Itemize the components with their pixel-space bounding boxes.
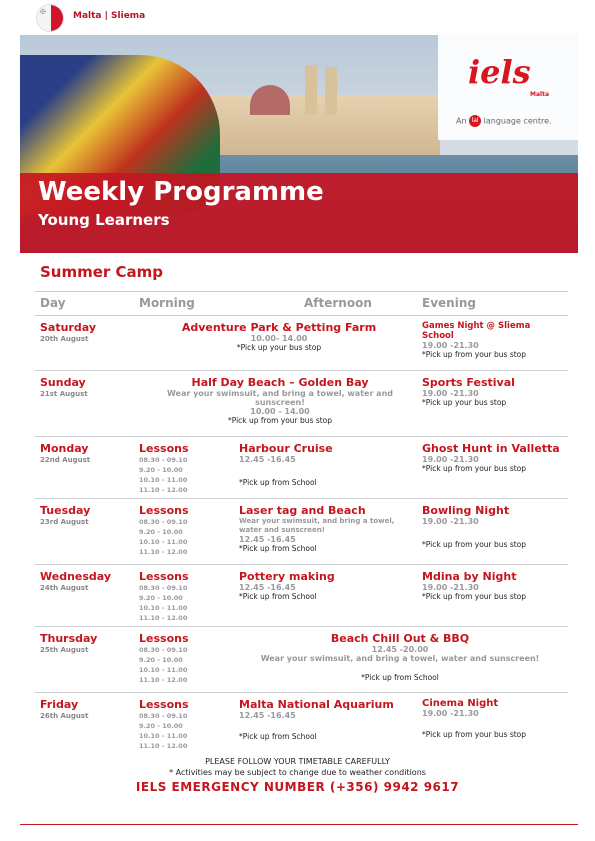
weather-notice: * Activities may be subject to change due to weather conditions bbox=[169, 768, 426, 777]
table-header bbox=[35, 291, 568, 316]
col-morning: Morning bbox=[139, 296, 195, 310]
table-row-sunday: Sunday 21st August Half Day Beach – Golden Bay Wear your swimsuit, and bring a towel, water and sunscreen! 10.00 - 14.00 *Pick up from your bus stop Sports Festival 19.00 -21.30 *Pick up your bus stop bbox=[35, 371, 568, 437]
emergency-number: IELS EMERGENCY NUMBER (+356) 9942 9617 bbox=[135, 780, 460, 794]
iels-logo: iels Malta An lal language centre. bbox=[438, 35, 578, 140]
malta-flag-icon: ✠ bbox=[36, 4, 64, 32]
bottom-divider bbox=[20, 824, 578, 825]
top-bar bbox=[0, 0, 595, 34]
col-evening: Evening bbox=[422, 296, 476, 310]
table-row-friday: Friday 26th August Lessons 08.30 - 09.10 9.20 - 10.00 10.10 - 11.00 11.10 - 12.00 Malta National Aquarium 12.45 -16.45 *Pick up from School Cinema Night 19.00 -21.30 *Pick up from your bus stop bbox=[40, 698, 527, 750]
table-row-saturday: Saturday 20th August Adventure Park & Petting Farm 10.00- 14.00 *Pick up your bus stop Games Night @ Sliema School 19.00 -21.30 *Pick up from your bus stop bbox=[35, 316, 568, 371]
col-day: Day bbox=[40, 296, 66, 310]
programme-table bbox=[35, 291, 568, 755]
banner-subtitle: Young Learners bbox=[38, 211, 170, 229]
banner-title: Weekly Programme bbox=[38, 177, 324, 207]
table-row-wednesday: Wednesday 24th August Lessons 08.30 - 09.10 9.20 - 10.00 10.10 - 11.00 11.10 - 12.00 Pottery making 12.45 -16.45 *Pick up from School Mdina by Night 19.00 -21.30 *Pick up from your bus stop bbox=[35, 565, 568, 627]
lal-badge-icon: lal bbox=[469, 115, 481, 127]
section-title: Summer Camp bbox=[40, 263, 164, 281]
table-row-tuesday: Tuesday 23rd August Lessons 08.30 - 09.10 9.20 - 10.00 10.10 - 11.00 11.10 - 12.00 Laser tag and Beach Wear your swimsuit, and bring a towel, water and sunscreen! 12.45 -16.45 *Pick up from School Bowling Night 19.00 -21.30 *Pick up from your bus stop bbox=[35, 499, 568, 565]
timetable-notice: PLEASE FOLLOW YOUR TIMETABLE CAREFULLY bbox=[205, 757, 390, 766]
col-afternoon: Afternoon bbox=[304, 296, 372, 310]
table-row-thursday: Thursday 25th August Lessons 08.30 - 09.10 9.20 - 10.00 10.10 - 11.00 11.10 - 12.00 Beach Chill Out & BBQ 12.45 -20.00 Wear your swimsuit, and bring a towel, water and sunscreen! *Pick up from School bbox=[35, 627, 568, 693]
hero-banner bbox=[20, 35, 578, 253]
location-label: Malta | Sliema bbox=[73, 11, 146, 21]
table-row-monday: Monday 22nd August Lessons 08.30 - 09.10 9.20 - 10.00 10.10 - 11.00 11.10 - 12.00 Harbour Cruise 12.45 -16.45 *Pick up from School Ghost Hunt in Valletta 19.00 -21.30 *Pick up from your bus stop bbox=[35, 437, 568, 499]
